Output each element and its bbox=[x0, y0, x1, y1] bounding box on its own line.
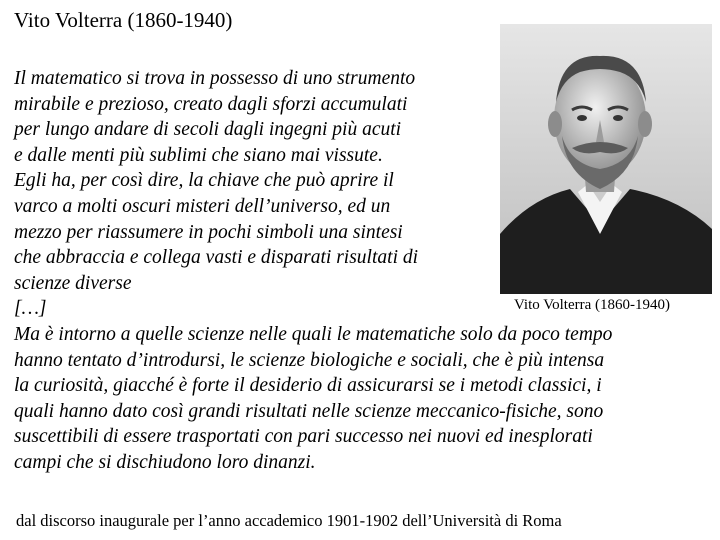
quote-line: per lungo andare di secoli dagli ingegni più acuti bbox=[14, 119, 402, 141]
quote-line: Egli ha, per così dire, la chiave che può aprire il bbox=[14, 170, 394, 192]
quote-text bbox=[14, 66, 612, 476]
quote-line: la curiosità, giacché è forte il desiderio di assicurarsi se i metodi classici, i bbox=[14, 375, 602, 397]
slide-title: Vito Volterra (1860-1940) bbox=[14, 8, 233, 32]
quote-line: suscettibili di essere trasportati con pari successo nei nuovi ed inesplorati bbox=[14, 426, 593, 448]
portrait-caption: Vito Volterra (1860-1940) bbox=[514, 297, 671, 313]
quote-line: Il matematico si trova in possesso di uno strumento bbox=[14, 68, 416, 89]
quote-line: hanno tentato d’introdursi, le scienze biologiche e sociali, che è più intensa bbox=[14, 349, 605, 371]
quote-line: […] bbox=[14, 298, 47, 320]
quote-line: quali hanno dato così grandi risultati nelle scienze meccanico-fisiche, sono bbox=[14, 400, 604, 422]
quote-line: Ma è intorno a quelle scienze nelle quali le matematiche solo da poco tempo bbox=[14, 323, 613, 345]
source-citation: dal discorso inaugurale per l’anno accademico 1901-1902 dell’Università di Roma bbox=[16, 511, 562, 530]
quote-line: varco a molti oscuri misteri dell’universo, ed un bbox=[14, 195, 391, 217]
quote-line: campi che si dischiudono loro dinanzi. bbox=[14, 451, 316, 473]
quote-line: scienze diverse bbox=[14, 272, 132, 294]
quote-line: mirabile e prezioso, creato dagli sforzi accumulati bbox=[14, 93, 408, 115]
quote-line: mezzo per riassumere in pochi simboli una sintesi bbox=[14, 221, 403, 243]
quote-line: e dalle menti più sublimi che siano mai vissute. bbox=[14, 144, 383, 166]
quote-line: che abbraccia e collega vasti e disparati risultati di bbox=[14, 247, 419, 269]
